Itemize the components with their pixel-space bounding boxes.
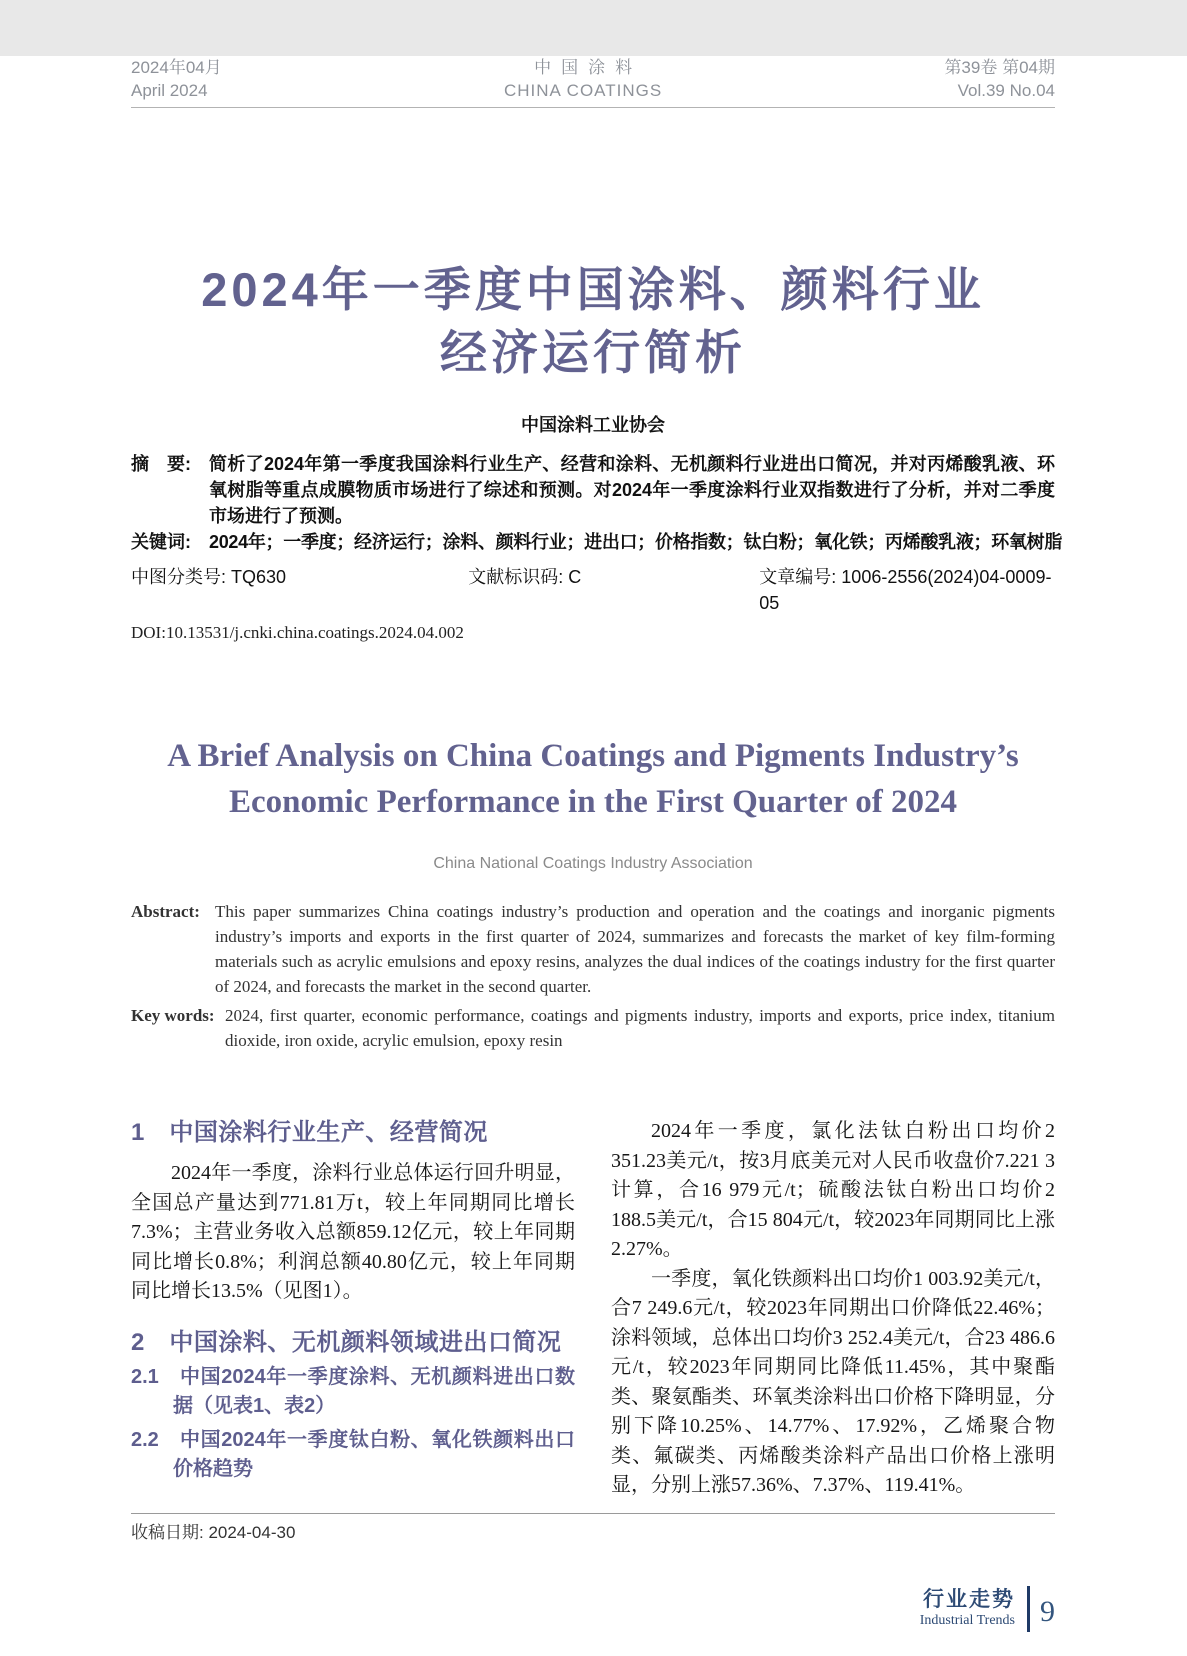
abstract-label-en: Abstract: [131,902,205,921]
article-id: 文章编号: 1006-2556(2024)04-0009-05 [759,567,1052,613]
right-column-paragraph-2: 一季度，氧化铁颜料出口均价1 003.92美元/t，合7 249.6元/t，较2023年同期出口价降低22.46%；涂料领域，总体出口均价3 252.4美元/t，合23 486.6元/t，较2023年同期同比降低11.45%，其中聚酯类、聚氨酯类、环氧类涂料出口价格下降明显，分别下降10.25%、14.77%、17.92%，乙烯聚合物类、氟碳类、丙烯酸类涂料产品出口价格上涨明显，分别上涨57.36%、7.37%、119.41%。 [611,1267,1055,1496]
keywords-text-cn: 2024年；一季度；经济运行；涂料、颜料行业；进出口；价格指数；钛白粉；氧化铁；丙烯酸乳液；环氧树脂 [209,532,1063,552]
keywords-text-en: 2024, first quarter, economic performance, coatings and pigments industry, imports and exports, price index, titanium dioxide, iron oxide, acrylic emulsion, epoxy resin [225,1006,1055,1050]
keywords-en [131,1003,1055,1053]
abstract-text-cn: 简析了2024年第一季度我国涂料行业生产、经营和涂料、无机颜料行业进出口简况，并对丙烯酸乳液、环氧树脂等重点成膜物质市场进行了综述和预测。对2024年一季度涂料行业双指数进行了分析，并对二季度市场进行了预测。 [209,454,1055,526]
abstract-label-cn: 摘 要: [131,454,196,474]
right-column-paragraph-1: 2024年一季度，氯化法钛白粉出口均价2 351.23美元/t，按3月底美元对人民币收盘价7.221 3计算，合16 979元/t；硫酸法钛白粉出口均价2 188.5美元/t，合15 804元/t，较2023年同期同比上涨2.27%。 [611,1120,1055,1260]
article-title-cn [131,258,1055,384]
header-date-en: April 2024 [131,81,208,100]
section-1-heading: 1 中国涂料行业生产、经营简况 [131,1119,488,1146]
keywords-label-en: Key words: [131,1006,219,1025]
section-2-heading: 2 中国涂料、无机颜料领域进出口简况 [131,1328,562,1356]
article-title-en-line2: Economic Performance in the First Quarter of 2024 [229,784,957,820]
keywords-label-cn: 关键词: [131,532,196,552]
keywords-cn [131,529,1063,555]
author-cn: 中国涂料工业协会 [521,415,665,435]
footnote [131,1513,1055,1544]
received-date: 收稿日期: 2024-04-30 [131,1522,296,1542]
abstract-text-en: This paper summarizes China coatings industry’s production and operation and the coatings and inorganic pigments industry’s imports and exports in the first quarter of 2024, summarizes and forecasts the market of key film-forming materials such as acrylic emulsions and epoxy resins, analyzes the dual indices of the coatings industry for the first quarter of 2024, and forecasts the market in the second quarter. [215,902,1055,996]
doi: DOI:10.13531/j.cnki.china.coatings.2024.04.002 [131,623,464,642]
footer-section-en: Industrial Trends [919,1613,1015,1628]
page-number: 9 [1040,1594,1055,1628]
body-column-right [611,1117,1055,1501]
article-title-en [131,733,1055,825]
section-2-2-heading: 2.2 中国2024年一季度钛白粉、氧化铁颜料出口价格趋势 [131,1428,575,1480]
page-footer [131,1586,1055,1632]
page-header [131,56,1055,108]
header-journal-name [504,56,662,102]
footer-section-cn: 行业走势 [923,1588,1015,1611]
journal-name-en: CHINA COATINGS [503,81,663,100]
section-2-1-heading: 2.1 中国2024年一季度涂料、无机颜料进出口数据（见表1、表2） [131,1365,575,1417]
article-title-en-line1: A Brief Analysis on China Coatings and Pigments Industry’s [167,738,1019,774]
author-en: China National Coatings Industry Association [433,855,753,872]
section-1-paragraph: 2024年一季度，涂料行业总体运行回升明显，全国总产量达到771.81万t，较上年同期同比增长7.3%；主营业务收入总额859.12亿元，较上年同期同比增长0.8%；利润总额40.80亿元，较上年同期同比增长13.5%（见图1）。 [131,1162,575,1302]
classification-row [131,564,1055,616]
clc-number: 中图分类号: TQ630 [131,567,287,587]
header-volume-en: Vol.39 No.04 [957,81,1055,100]
body-columns [131,1117,1055,1501]
footer-section-labels [920,1587,1015,1630]
article-title-cn-line1: 2024年一季度中国涂料、颜料行业 [201,263,985,316]
abstract-cn [131,451,1055,529]
journal-page [0,56,1187,1656]
header-date-cn: 2024年04月 [131,58,222,77]
journal-name-cn: 中国涂料 [534,58,643,77]
header-volume-issue [944,56,1055,102]
article-title-cn-line2: 经济运行简析 [440,326,746,379]
meta-block-cn [131,451,1063,645]
footer-divider-bar [1027,1586,1030,1632]
abstract-en [131,899,1055,999]
header-volume-cn: 第39卷 第04期 [944,58,1055,77]
body-column-left [131,1117,575,1501]
header-issue-date [131,56,222,102]
document-code: 文献标识码: C [468,567,582,587]
meta-block-en [131,899,1055,1053]
